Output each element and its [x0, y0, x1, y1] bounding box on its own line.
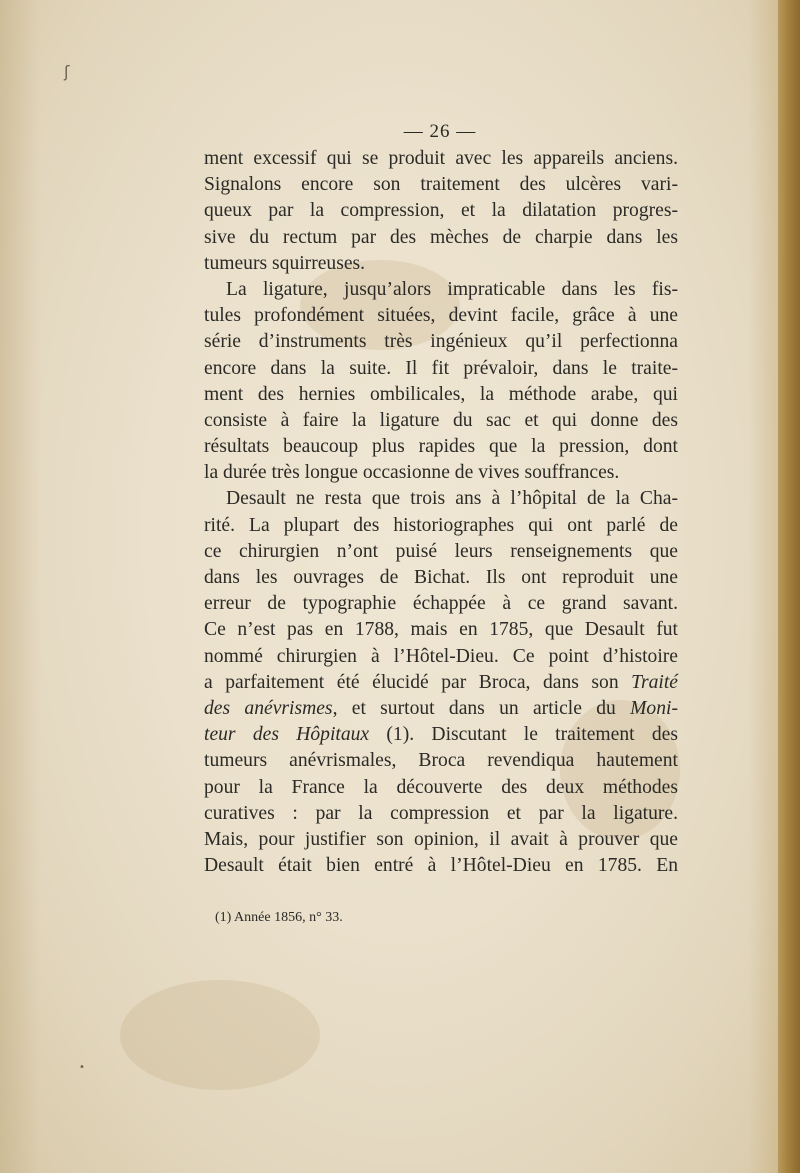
text-line: résultats beaucoup plus rapides que la pression, dont — [204, 436, 678, 458]
body-text — [204, 146, 678, 879]
text-line: Desault ne resta que trois ans à l’hôpital de la Cha- — [226, 488, 678, 510]
text-line: erreur de typographie échappée à ce grand savant. — [204, 593, 678, 615]
book-title: Traité — [631, 671, 678, 693]
footnote: (1) Année 1856, n° 33. — [215, 910, 343, 925]
journal-title: Moni- — [630, 697, 678, 719]
text-line: tumeurs anévrismales, Broca revendiqua hautement — [204, 750, 678, 772]
margin-mark: ʃ — [64, 62, 70, 81]
text-line — [204, 670, 678, 696]
text-line: Mais, pour justifier son opinion, il avait à prouver que — [204, 828, 678, 850]
book-title: des anévrismes — [204, 697, 333, 719]
text-line: queux par la compression, et la dilatation progres- — [204, 200, 678, 222]
text-line: nommé chirurgien à l’Hôtel-Dieu. Ce point d’histoire — [204, 645, 678, 667]
text-line: tules profondément situées, devint facile, grâce à une — [204, 305, 678, 327]
text-line: consiste à faire la ligature du sac et qui donne des — [204, 409, 678, 431]
text-segment: (1). Discutant le traitement des — [369, 724, 678, 746]
text-line: pour la France la découverte des deux méthodes — [204, 776, 678, 798]
text-line: la durée très longue occasionne de vives souffrances. — [204, 462, 620, 484]
margin-mark: • — [79, 1062, 85, 1073]
text-line: ment excessif qui se produit avec les appareils anciens. — [204, 148, 678, 169]
journal-title: teur des Hôpitaux — [204, 724, 370, 746]
page-number: — 26 — — [403, 121, 477, 142]
text-segment: a parfaitement été élucidé par Broca, dans son — [204, 671, 619, 693]
text-line: curatives : par la compression et par la ligature. — [204, 802, 678, 824]
text-line: encore dans la suite. Il fit prévaloir, dans le traite- — [204, 357, 678, 379]
text-line — [204, 696, 678, 722]
text-line: série d’instruments très ingénieux qu’il perfectionna — [204, 331, 678, 353]
text-line: ce chirurgien n’ont puisé leurs renseignements que — [204, 540, 678, 562]
text-line: ment des hernies ombilicales, la méthode arabe, qui — [204, 383, 678, 405]
book-spine-edge — [778, 0, 800, 1173]
text-line: Desault était bien entré à l’Hôtel-Dieu en 1785. En — [204, 855, 678, 877]
text-line: La ligature, jusqu’alors impraticable dans les fis- — [226, 278, 678, 300]
paper-stain — [120, 980, 320, 1090]
gutter-shadow — [748, 0, 778, 1173]
text-line: Signalons encore son traitement des ulcères vari- — [204, 174, 678, 196]
text-line: Ce n’est pas en 1788, mais en 1785, que Desault fut — [204, 619, 678, 641]
text-line: rité. La plupart des historiographes qui ont parlé de — [204, 514, 678, 536]
text-segment: , et surtout dans un article du — [332, 697, 616, 719]
text-line — [204, 722, 678, 748]
text-line: sive du rectum par des mèches de charpie dans les — [204, 226, 678, 248]
text-line: dans les ouvrages de Bichat. Ils ont reproduit une — [204, 567, 678, 588]
text-line: tumeurs squirreuses. — [204, 252, 366, 274]
